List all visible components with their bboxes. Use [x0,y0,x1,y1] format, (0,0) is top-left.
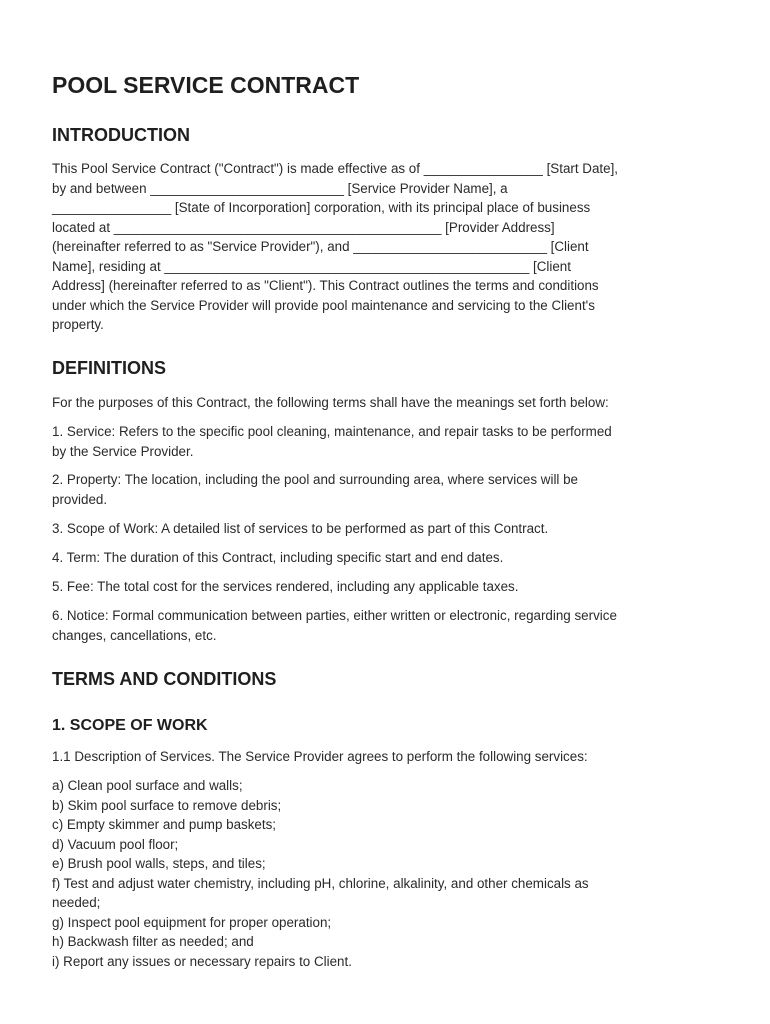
list-item: b) Skim pool surface to remove debris; [52,797,282,813]
list-item: h) Backwash filter as needed; and [52,934,254,949]
list-item: g) Inspect pool equipment for proper operation; [52,914,332,930]
introduction-line: Address] (hereinafter referred to as "Client"). This Contract outlines the terms and conditions [52,278,599,293]
definition-item-fee: 5. Fee: The total cost for the services rendered, including any applicable taxes. [52,579,519,594]
list-item: c) Empty skimmer and pump baskets; [52,817,276,832]
terms-heading: TERMS AND CONDITIONS [52,669,277,689]
definition-item-service: 1. Service: Refers to the specific pool cleaning, maintenance, and repair tasks to be performed by the Service Provider. [52,424,612,459]
definition-item-property: 2. Property: The location, including the pool and surrounding area, where services will be provided. [52,472,579,507]
introduction-line: Name], residing at _________________________________________________ [Client [52,258,571,274]
list-item: i) Report any issues or necessary repairs to Client. [52,953,352,969]
introduction-paragraph [52,159,724,335]
introduction-line: located at ____________________________________________ [Provider Address] [52,219,555,235]
scope-of-work-heading: 1. SCOPE OF WORK [52,717,208,734]
services-list [52,776,724,971]
definition-item-term: 4. Term: The duration of this Contract, including specific start and end dates. [52,550,504,565]
definitions-intro: For the purposes of this Contract, the following terms shall have the meanings set forth below: [52,395,609,410]
definition-item-scope-of-work: 3. Scope of Work: A detailed list of services to be performed as part of this Contract. [52,521,549,536]
list-item: e) Brush pool walls, steps, and tiles; [52,856,266,871]
definition-item-notice: 6. Notice: Formal communication between parties, either written or electronic, regarding service changes, cancellations, etc. [52,608,617,643]
introduction-line: under which the Service Provider will provide pool maintenance and servicing to the Client's [52,297,595,313]
list-item: d) Vacuum pool floor; [52,836,179,852]
introduction-line: (hereinafter referred to as "Service Provider"), and __________________________ [Client [52,239,589,254]
list-item: a) Clean pool surface and walls; [52,778,243,793]
document-title: POOL SERVICE CONTRACT [52,72,360,98]
introduction-line: ________________ [State of Incorporation] corporation, with its principal place of business [52,200,591,215]
definitions-heading: DEFINITIONS [52,358,167,378]
list-item: needed; [52,895,101,910]
introduction-line: property. [52,317,104,332]
introduction-line: by and between __________________________ [Service Provider Name], a [52,180,508,196]
introduction-line: This Pool Service Contract ("Contract") is made effective as of ________________ [Start Date], [52,161,619,176]
introduction-heading: INTRODUCTION [52,125,190,145]
list-item: f) Test and adjust water chemistry, including pH, chlorine, alkalinity, and other chemicals as [52,875,589,891]
services-description: 1.1 Description of Services. The Service Provider agrees to perform the following services: [52,749,588,764]
